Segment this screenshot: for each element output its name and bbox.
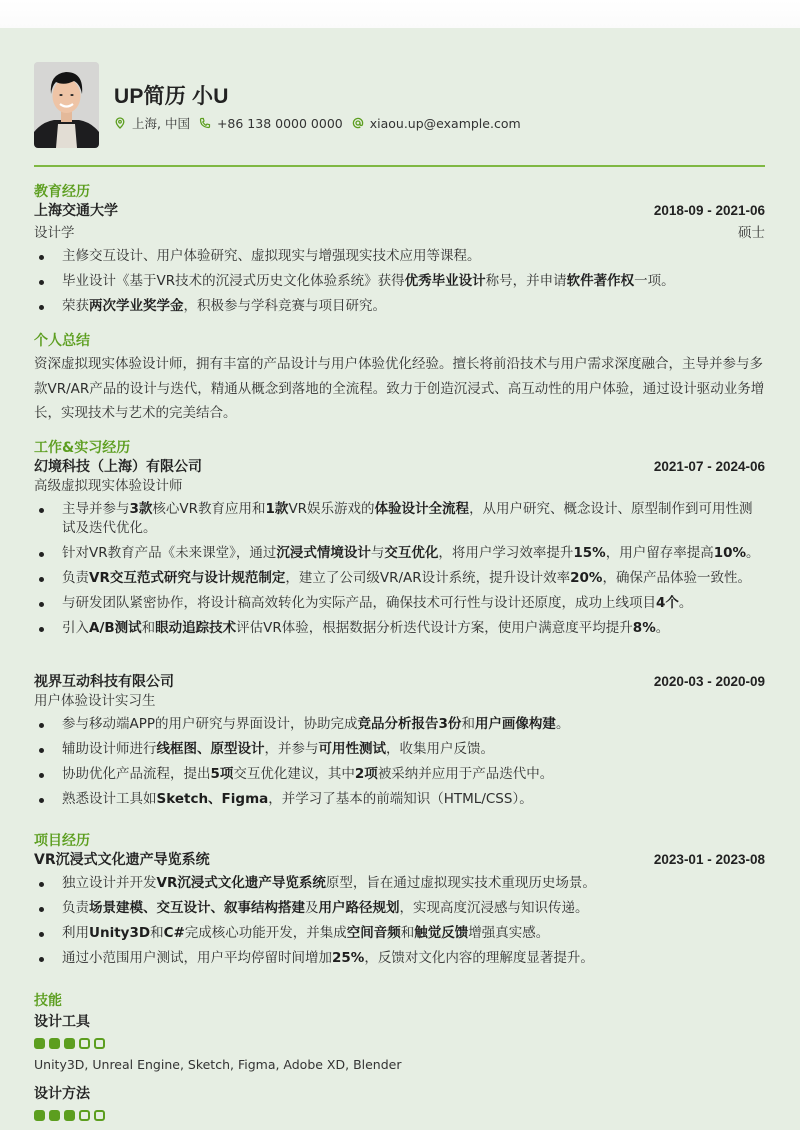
degree: 硕士 bbox=[738, 225, 765, 241]
contact-phone[interactable] bbox=[199, 116, 343, 131]
skill-level-dots bbox=[34, 1110, 765, 1122]
work-entry-header bbox=[34, 458, 765, 477]
project-date: 2023-01 - 2023-08 bbox=[653, 852, 765, 867]
education-entry-sub bbox=[34, 221, 765, 243]
internship-section bbox=[34, 673, 765, 815]
education-entry-header bbox=[34, 202, 765, 221]
summary-section bbox=[34, 331, 765, 426]
summary-text: 资深虚拟现实体验设计师，拥有丰富的产品设计与用户体验优化经验。擅长将前沿技术与用户需求深度融合，主导并参与多款VR/AR产品的设计与迭代，精通从概念到落地的全流程。致力于创造沉浸式、高互动性的用户体验，通过设计驱动业务增长，实现技术与艺术的完美结合。 bbox=[34, 356, 765, 421]
project-entry-header bbox=[34, 851, 765, 870]
bullet-item: 独立设计并开发VR沉浸式文化遗产导览系统原型，旨在通过虚拟现实技术重现历史场景。 bbox=[34, 874, 765, 893]
section-title-work: 工作&实习经历 bbox=[34, 440, 131, 456]
skill-name: 设计工具 bbox=[34, 1014, 90, 1030]
work-section bbox=[34, 438, 765, 644]
top-band bbox=[0, 0, 800, 28]
skill-dot-filled-icon bbox=[64, 1110, 75, 1121]
header-divider bbox=[34, 165, 765, 167]
bullet-item: 利用Unity3D和C#完成核心功能开发，并集成空间音频和触觉反馈增强真实感。 bbox=[34, 924, 765, 943]
skill-dot-filled-icon bbox=[64, 1038, 75, 1049]
skill-detail: Unity3D, Unreal Engine, Sketch, Figma, Adobe XD, Blender bbox=[34, 1057, 402, 1072]
education-bullets bbox=[34, 247, 765, 316]
bullet-item: 负责VR交互范式研究与设计规范制定，建立了公司级VR/AR设计系统，提升设计效率20%，确保产品体验一致性。 bbox=[34, 569, 765, 588]
bullet-item: 负责场景建模、交互设计、叙事结构搭建及用户路径规划，实现高度沉浸感与知识传递。 bbox=[34, 899, 765, 918]
bullet-item: 协助优化产品流程，提出5项交互优化建议，其中2项被采纳并应用于产品迭代中。 bbox=[34, 765, 765, 784]
email-text: xiaou.up@example.com bbox=[369, 115, 521, 131]
skill-name: 设计方法 bbox=[34, 1086, 90, 1102]
candidate-name: UP简历 小U bbox=[114, 85, 229, 108]
bullet-item: 针对VR教育产品《未来课堂》，通过沉浸式情境设计与交互优化，将用户学习效率提升15%，用户留存率提高10%。 bbox=[34, 544, 765, 563]
company-name: 视界互动科技有限公司 bbox=[34, 674, 174, 690]
skill-level-dots bbox=[34, 1038, 765, 1050]
job-role: 高级虚拟现实体验设计师 bbox=[34, 478, 183, 494]
resume-content bbox=[34, 28, 765, 1102]
section-title-education: 教育经历 bbox=[34, 184, 90, 200]
skill-group-design-methods bbox=[34, 1084, 765, 1122]
bullet-item: 主导并参与3款核心VR教育应用和1款VR娱乐游戏的体验设计全流程，从用户研究、概念设计、原型制作到可用性测试及迭代优化。 bbox=[34, 500, 765, 538]
section-title-projects: 项目经历 bbox=[34, 833, 90, 849]
projects-section bbox=[34, 831, 765, 974]
school-name: 上海交通大学 bbox=[34, 203, 118, 219]
skill-dot-filled-icon bbox=[49, 1038, 60, 1049]
work-date: 2020-03 - 2020-09 bbox=[653, 674, 765, 689]
bullet-item: 通过小范围用户测试，用户平均停留时间增加25%，反馈对文化内容的理解度显著提升。 bbox=[34, 949, 765, 968]
location-pin-icon bbox=[114, 117, 126, 129]
contact-location bbox=[114, 114, 190, 132]
contact-email[interactable] bbox=[352, 116, 521, 131]
skill-dot-empty-icon bbox=[79, 1110, 90, 1121]
skill-dot-empty-icon bbox=[79, 1038, 90, 1049]
project-name: VR沉浸式文化遗产导览系统 bbox=[34, 852, 210, 868]
profile-photo bbox=[34, 62, 99, 148]
bullet-item: 毕业设计《基于VR技术的沉浸式历史文化体验系统》获得优秀毕业设计称号，并申请软件著作权一项。 bbox=[34, 272, 765, 291]
skill-dot-filled-icon bbox=[49, 1110, 60, 1121]
location-text: 上海, 中国 bbox=[132, 116, 190, 131]
work-bullets bbox=[34, 500, 765, 638]
work-entry-header bbox=[34, 673, 765, 692]
skill-dot-empty-icon bbox=[94, 1038, 105, 1049]
bullet-item: 引入A/B测试和眼动追踪技术评估VR体验，根据数据分析迭代设计方案，使用户满意度平均提升8%。 bbox=[34, 619, 765, 638]
section-title-summary: 个人总结 bbox=[34, 333, 90, 349]
at-sign-icon bbox=[352, 117, 364, 129]
internship-bullets bbox=[34, 715, 765, 809]
company-name: 幻境科技（上海）有限公司 bbox=[34, 459, 202, 475]
bullet-item: 主修交互设计、用户体验研究、虚拟现实与增强现实技术应用等课程。 bbox=[34, 247, 765, 266]
bullet-item: 参与移动端APP的用户研究与界面设计，协助完成竞品分析报告3份和用户画像构建。 bbox=[34, 715, 765, 734]
bullet-item: 辅助设计师进行线框图、原型设计，并参与可用性测试，收集用户反馈。 bbox=[34, 740, 765, 759]
major: 设计学 bbox=[34, 225, 75, 241]
phone-icon bbox=[199, 117, 211, 129]
bullet-item: 熟悉设计工具如Sketch、Figma，并学习了基本的前端知识（HTML/CSS）。 bbox=[34, 790, 765, 809]
job-role: 用户体验设计实习生 bbox=[34, 693, 156, 709]
phone-text: +86 138 0000 0000 bbox=[216, 115, 343, 131]
bullet-item: 荣获两次学业奖学金，积极参与学科竞赛与项目研究。 bbox=[34, 297, 765, 316]
skill-dot-filled-icon bbox=[34, 1038, 45, 1049]
skill-dot-filled-icon bbox=[34, 1110, 45, 1121]
project-bullets bbox=[34, 874, 765, 968]
skill-group-design-tools bbox=[34, 1012, 765, 1074]
skills-section bbox=[34, 991, 765, 1122]
education-section bbox=[34, 182, 765, 322]
resume-page bbox=[0, 28, 800, 1130]
education-date: 2018-09 - 2021-06 bbox=[653, 203, 765, 218]
work-date: 2021-07 - 2024-06 bbox=[653, 459, 765, 474]
bullet-item: 与研发团队紧密协作，将设计稿高效转化为实际产品，确保技术可行性与设计还原度，成功上线项目4个。 bbox=[34, 594, 765, 613]
skill-dot-empty-icon bbox=[94, 1110, 105, 1121]
contact-info bbox=[114, 114, 530, 132]
person-portrait-icon bbox=[34, 62, 99, 148]
resume-header bbox=[34, 28, 765, 166]
section-title-skills: 技能 bbox=[34, 993, 62, 1009]
